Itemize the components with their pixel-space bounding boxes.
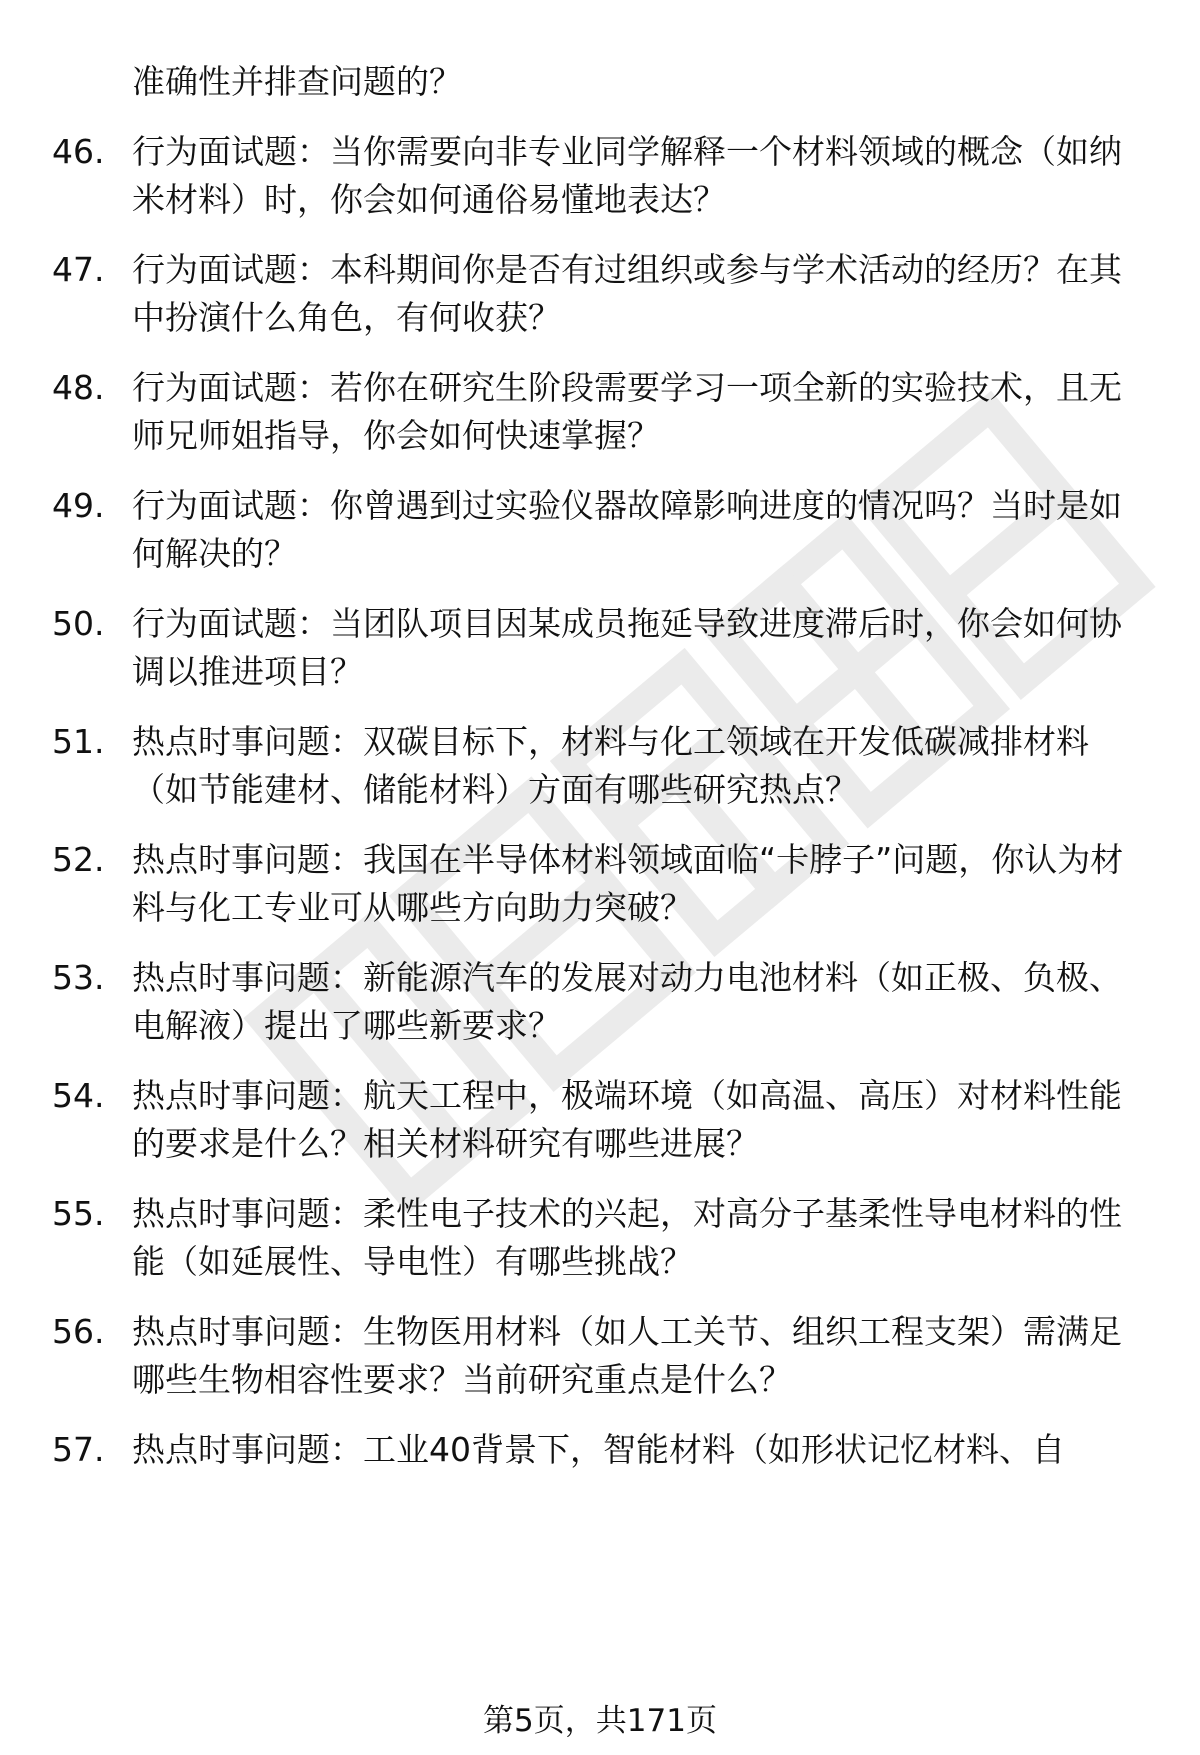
question-text: 热点时事问题：工业40背景下，智能材料（如形状记忆材料、自 [132,1430,1065,1469]
question-item-54 [52,1072,1162,1168]
question-text: 热点时事问题：生物医用材料（如人工关节、组织工程支架）需满足哪些生物相容性要求？当前研究重点是什么？ [132,1312,1122,1399]
question-text: 热点时事问题：我国在半导体材料领域面临“卡脖子”问题，你认为材料与化工专业可从哪些方向助力突破？ [132,840,1124,927]
page-footer: 第5页，共171页 [483,1703,717,1739]
question-text: 行为面试题：若你在研究生阶段需要学习一项全新的实验技术，且无师兄师姐指导，你会如何快速掌握？ [132,368,1122,455]
question-item-50 [52,600,1162,696]
question-number: 57. [52,1430,105,1469]
question-item-51 [52,718,1162,814]
question-text: 行为面试题：你曾遇到过实验仪器故障影响进度的情况吗？当时是如何解决的？ [132,486,1122,573]
continued-question-text: 准确性并排查问题的？ [132,62,462,101]
question-text: 热点时事问题：新能源汽车的发展对动力电池材料（如正极、负极、电解液）提出了哪些新要求？ [132,958,1122,1045]
question-number: 48. [52,368,105,407]
question-number: 53. [52,958,105,997]
question-item-46 [52,128,1162,224]
question-text: 行为面试题：当团队项目因某成员拖延导致进度滞后时，你会如何协调以推进项目？ [132,604,1122,691]
question-number: 46. [52,132,105,171]
question-number: 51. [52,722,105,761]
question-item-48 [52,364,1162,460]
question-item-52 [52,836,1162,932]
question-number: 54. [52,1076,105,1115]
question-text: 行为面试题：本科期间你是否有过组织或参与学术活动的经历？在其中扮演什么角色，有何收获？ [132,250,1122,337]
question-number: 47. [52,250,105,289]
question-number: 55. [52,1194,105,1233]
question-item-47 [52,246,1162,342]
question-number: 50. [52,604,105,643]
question-number: 56. [52,1312,105,1351]
question-text: 热点时事问题：航天工程中，极端环境（如高温、高压）对材料性能的要求是什么？相关材料研究有哪些进展？ [132,1076,1122,1163]
question-text: 热点时事问题：柔性电子技术的兴起，对高分子基柔性导电材料的性能（如延展性、导电性）有哪些挑战？ [132,1194,1122,1281]
question-number: 52. [52,840,105,879]
question-item-55 [52,1190,1162,1286]
question-item-49 [52,482,1162,578]
question-item-57 [52,1426,1162,1474]
question-item-53 [52,954,1162,1050]
question-text: 行为面试题：当你需要向非专业同学解释一个材料领域的概念（如纳米材料）时，你会如何通俗易懂地表达？ [132,132,1122,219]
question-number: 49. [52,486,105,525]
question-text: 热点时事问题：双碳目标下，材料与化工领域在开发低碳减排材料（如节能建材、储能材料）方面有哪些研究热点？ [132,722,1089,809]
question-item-56 [52,1308,1162,1404]
